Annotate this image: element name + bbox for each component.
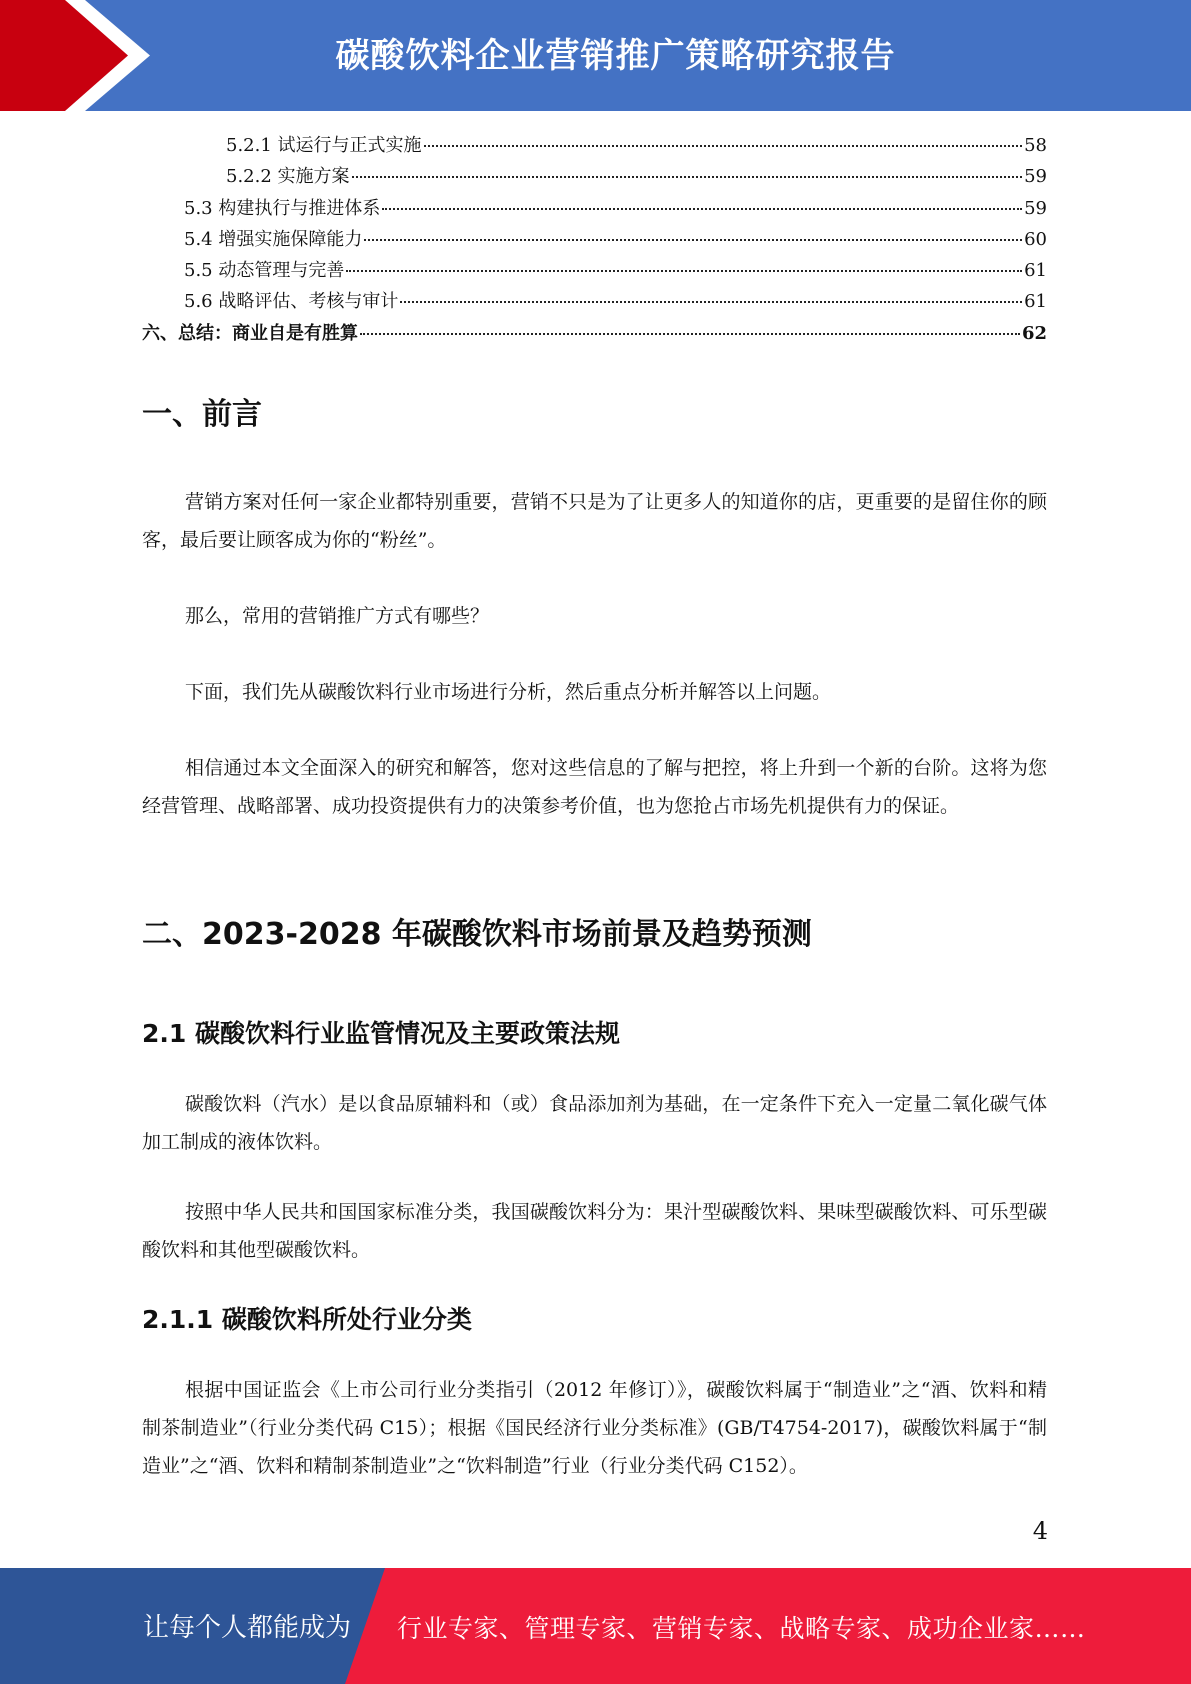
paragraph: 按照中华人民共和国国家标准分类，我国碳酸饮料分为：果汁型碳酸饮料、果味型碳酸饮料、可乐型碳酸饮料和其他型碳酸饮料。: [142, 1201, 1047, 1261]
toc-entry-label: 5.5 动态管理与完善: [184, 260, 345, 282]
toc-entry-label: 5.2.1 试运行与正式实施: [226, 135, 422, 156]
footer-slogan-right: 行业专家、管理专家、营销专家、战略专家、成功企业家……: [397, 1614, 1086, 1643]
page-header: [0, 0, 1191, 111]
page-footer: [0, 1568, 1191, 1684]
toc-dot-leader: [364, 239, 1022, 241]
paragraph: 根据中国证监会《上市公司行业分类指引（2012 年修订）》，碳酸饮料属于“制造业”之“酒、饮料和精制茶制造业”（行业分类代码 C15）；根据《国民经济行业分类标准》(GB/T4754-2017)，碳酸饮料属于“制造业”之“酒、饮料和精制茶制造业”之“饮料制造”行业（行业分类代码 C152）。: [142, 1379, 1047, 1477]
paragraph: 那么，常用的营销推广方式有哪些？: [185, 605, 490, 627]
toc-entry[interactable]: [142, 162, 1047, 193]
toc-dot-leader: [382, 208, 1022, 210]
toc-entry-page: 61: [1024, 291, 1047, 313]
toc-entry[interactable]: [142, 287, 1047, 318]
toc-entry[interactable]: [142, 256, 1047, 287]
toc-entry[interactable]: [142, 319, 1047, 350]
paragraph: 下面，我们先从碳酸饮料行业市场进行分析，然后重点分析并解答以上问题。: [185, 681, 832, 703]
toc-entry-page: 59: [1024, 197, 1047, 219]
table-of-contents: [142, 131, 1047, 350]
toc-entry-page: 62: [1021, 322, 1047, 344]
toc-entry-label: 5.3 构建执行与推进体系: [184, 197, 381, 219]
toc-entry-label: 5.6 战略评估、考核与审计: [184, 291, 399, 313]
subsection-heading-industry-classification: 2.1.1 碳酸饮料所处行业分类: [142, 1305, 472, 1334]
toc-entry[interactable]: [142, 194, 1047, 225]
toc-entry-label: 5.4 增强实施保障能力: [184, 228, 363, 250]
toc-entry-page: 61: [1024, 260, 1047, 282]
toc-dot-leader: [424, 145, 1023, 147]
toc-dot-leader: [352, 176, 1023, 178]
toc-dot-leader: [346, 270, 1022, 272]
toc-dot-leader: [360, 333, 1020, 335]
toc-entry-label: 5.2.2 实施方案: [226, 166, 350, 188]
toc-dot-leader: [400, 301, 1022, 303]
footer-slogan-left: 让每个人都能成为: [143, 1613, 352, 1643]
toc-entry[interactable]: [142, 131, 1047, 162]
paragraph: 营销方案对任何一家企业都特别重要，营销不只是为了让更多人的知道你的店，更重要的是留住你的顾客，最后要让顾客成为你的“粉丝”。: [142, 491, 1047, 551]
toc-entry-page: 58: [1024, 135, 1047, 156]
page-number: 4: [1032, 1517, 1048, 1545]
header-title: 碳酸饮料企业营销推广策略研究报告: [335, 36, 896, 76]
paragraph: 相信通过本文全面深入的研究和解答，您对这些信息的了解与把控，将上升到一个新的台阶。这将为您经营管理、战略部署、成功投资提供有力的决策参考价值，也为您抢占市场先机提供有力的保证。: [142, 757, 1047, 817]
toc-entry-page: 60: [1024, 228, 1047, 250]
toc-entry-page: 59: [1024, 166, 1047, 188]
toc-entry-label: 六、总结：商业自是有胜算: [142, 322, 358, 344]
section-heading-preface: 一、前言: [142, 397, 262, 432]
toc-entry[interactable]: [142, 225, 1047, 256]
subsection-heading-regulation: 2.1 碳酸饮料行业监管情况及主要政策法规: [142, 1019, 620, 1048]
paragraph: 碳酸饮料（汽水）是以食品原辅料和（或）食品添加剂为基础，在一定条件下充入一定量二氧化碳气体加工制成的液体饮料。: [142, 1093, 1047, 1153]
section-heading-market-forecast: 二、2023-2028 年碳酸饮料市场前景及趋势预测: [142, 917, 812, 952]
